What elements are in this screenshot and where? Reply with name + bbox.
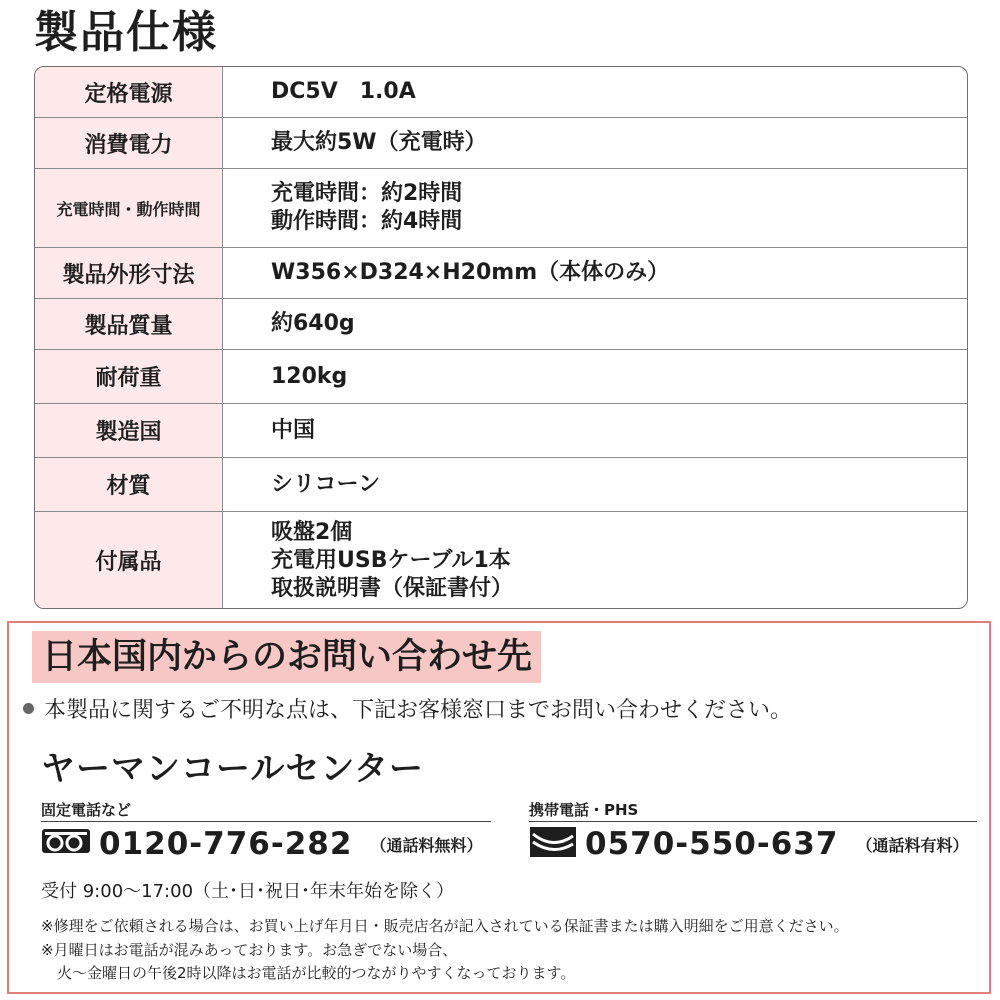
contact-intro [23,693,792,724]
spec-value-line: 120kg [271,363,348,389]
spec-row [35,67,967,118]
spec-label: 製品質量 [35,299,223,349]
spec-value-line: 取扱説明書（保証書付） [271,575,514,601]
spec-table [34,66,968,609]
landline-label: 固定電話など [41,801,132,819]
navi-dial-icon [529,826,577,862]
spec-row [35,248,967,299]
landline-note: （通話料無料） [370,835,483,855]
spec-label: 製造国 [35,404,223,457]
spec-value [223,169,967,247]
spec-value [223,118,967,168]
spec-value-line: 中国 [271,417,316,443]
landline-phone [41,826,482,862]
spec-value [223,67,967,117]
page-title: 製品仕様 [34,7,218,58]
spec-row [35,299,967,350]
mobile-label: 携帯電話・PHS [529,801,639,819]
spec-value-line: DC5V 1.0A [271,79,416,104]
spec-label: 製品外形寸法 [35,248,223,298]
spec-row [35,169,967,248]
call-center-name: ヤーマンコールセンター [41,749,424,789]
landline-number[interactable]: 0120-776-282 [99,826,353,862]
spec-label: 充電時間・動作時間 [35,169,223,247]
spec-value [223,248,967,298]
spec-value-line: 動作時間：約4時間 [271,209,463,234]
spec-value [223,299,967,349]
spec-row [35,512,967,609]
spec-value-line: 最大約5W（充電時） [271,130,487,155]
spec-label: 付属品 [35,512,223,609]
contact-heading: 日本国内からのお問い合わせ先 [32,631,541,683]
spec-value-line: 吸盤2個 [271,519,353,545]
spec-label: 消費電力 [35,118,223,168]
spec-value [223,404,967,457]
footnote: 火～金曜日の午後2時以降はお電話が比較的つながりやすくなっております。 [57,964,576,982]
spec-row [35,404,967,458]
spec-value-line: シリコーン [271,471,381,497]
spec-label: 材質 [35,458,223,511]
spec-value-line: W356×D324×H20mm（本体のみ） [271,260,670,285]
spec-label: 定格電源 [35,67,223,117]
bullet-icon [23,703,34,714]
mobile-phone [529,826,968,862]
divider [41,821,491,822]
divider [529,821,977,822]
spec-value-line: 充電時間：約2時間 [271,181,463,206]
spec-label: 耐荷重 [35,350,223,403]
footnote: ※月曜日はお電話が混みあっております。お急ぎでない場合、 [41,941,458,959]
footnote: ※修理をご依頼される場合は、お買い上げ年月日・販売店名が記入されている保証書または購入明細をご用意ください。 [41,917,849,935]
contact-intro-text: 本製品に関するご不明な点は、下記お客様窓口までお問い合わせください。 [44,698,793,723]
mobile-note: （通話料有料） [856,835,969,855]
mobile-number[interactable]: 0570-550-637 [585,826,839,862]
freedial-icon [41,828,91,860]
spec-value-line: 充電用USBケーブル1本 [271,547,511,573]
spec-value [223,458,967,511]
reception-hours: 受付 9:00～17:00（土･日･祝日･年末年始を除く） [41,881,455,902]
spec-value-line: 約640g [271,311,355,336]
spec-row [35,350,967,404]
spec-value [223,512,967,609]
spec-value [223,350,967,403]
spec-row [35,458,967,512]
spec-row [35,118,967,169]
contact-panel [7,621,991,994]
